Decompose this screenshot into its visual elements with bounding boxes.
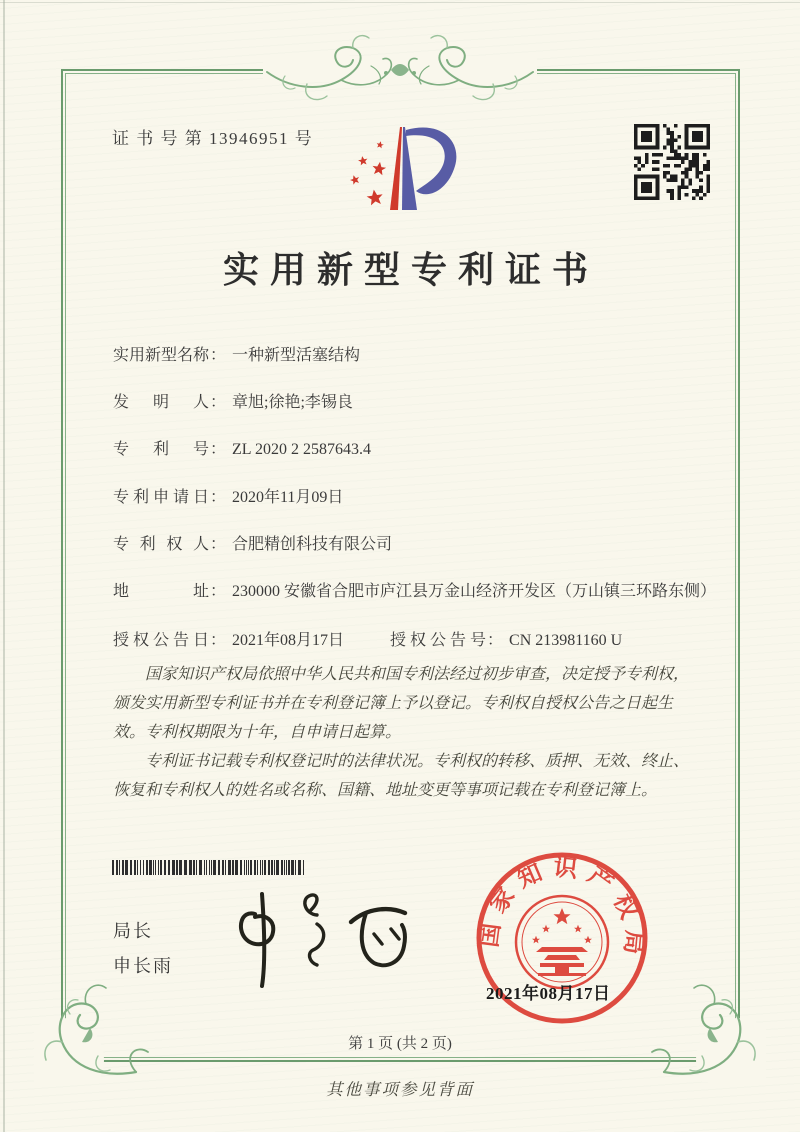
field-row-address [113,580,717,604]
scan-page-edge [3,0,5,1132]
officer-title: 局长 [113,921,153,941]
field-label: 地址 [113,583,209,600]
colon: ： [210,536,227,553]
field-value: 2020年11月09日 [232,489,344,506]
field-row-name [113,344,360,368]
seal-text: 国家知识产权局 [476,854,648,965]
seal-date: 2021年08月17日 [486,984,611,1003]
grant-date-value: 2021年08月17日 [232,632,345,649]
field-row-filing-date [113,486,343,510]
field-row-patent-number [113,438,371,462]
field-label: 专利权人 [113,536,209,553]
officer-block [113,914,173,984]
colon: ： [210,489,227,506]
field-row-patentee [113,533,392,557]
field-value: 230000 安徽省合肥市庐江县万金山经济开发区（万山镇三环路东侧） [232,583,717,600]
grant-number-value: CN 213981160 U [509,632,623,649]
grant-number-label: 授权公告号 [390,632,486,649]
back-side-note: 其他事项参见背面 [326,1080,474,1099]
field-label: 发明人 [113,394,209,411]
colon: ： [210,583,227,600]
page-number: 第 1 页 (共 2 页) [348,1036,452,1052]
legal-paragraph-2: 专利证书记载专利权登记时的法律状况。专利权的转移、质押、无效、终止、恢复和专利权人的姓名或名称、国籍、地址变更等事项记载在专利登记簿上。 [113,751,690,799]
logo-stars-icon [349,141,387,206]
scan-page-edge-top [0,2,800,3]
field-label: 实用新型名称 [113,347,210,364]
colon: ： [210,632,227,649]
legal-text [113,659,689,804]
barcode-icon [112,860,308,875]
grant-date-label: 授权公告日 [113,632,209,649]
colon: ： [210,441,227,458]
field-row-inventors [113,391,353,415]
bottom-right-ornament-icon [648,980,766,1082]
signature-handwriting-icon [225,882,425,994]
colon: ： [210,347,227,364]
qr-code-icon [634,124,710,200]
legal-paragraph-1: 国家知识产权局依照中华人民共和国专利法经过初步审查，决定授予专利权，颁发实用新型专利证书并在专利登记簿上予以登记。专利权自授权公告之日起生效。专利权期限为十年，自申请日起算。 [113,664,690,741]
field-label: 专利号 [113,441,209,458]
field-value: 一种新型活塞结构 [232,347,361,364]
colon: ： [487,632,504,649]
certificate-title: 实用新型专利证书 [222,250,599,290]
grant-row [113,629,689,653]
national-emblem-icon [516,896,608,988]
bottom-left-ornament-icon [34,980,152,1082]
field-label: 专利申请日 [113,489,209,506]
top-border-ornament-icon [245,26,555,110]
field-value: 合肥精创科技有限公司 [232,536,393,553]
cnipa-logo-icon [348,106,466,230]
colon: ： [210,394,227,411]
certificate-number: 证 书 号 第 13946951 号 [112,129,314,148]
field-value: 章旭;徐艳;李锡良 [232,394,353,411]
field-value: ZL 2020 2 2587643.4 [232,441,371,458]
officer-name: 申长雨 [113,956,173,976]
